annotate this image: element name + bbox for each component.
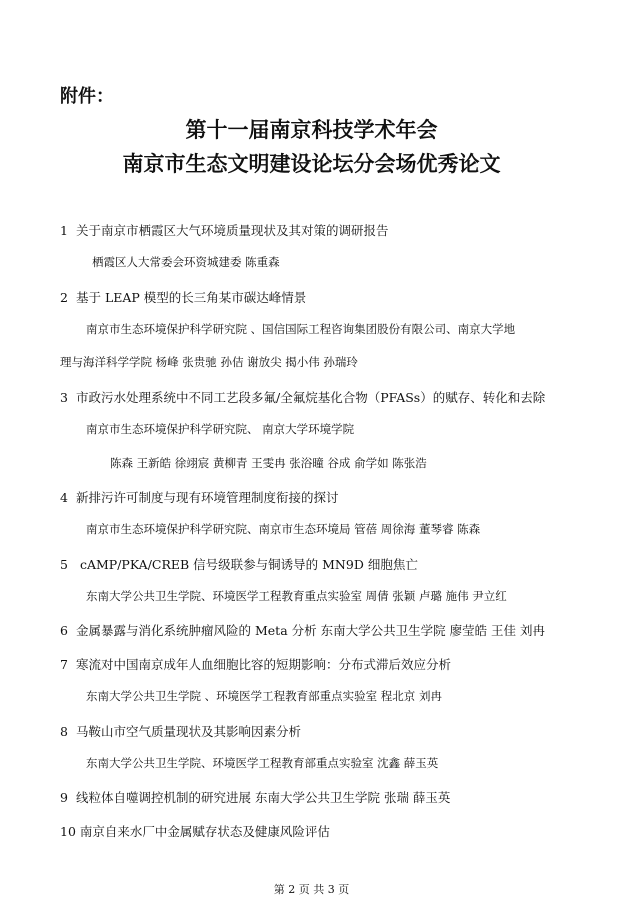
paper-title: 线粒体自噬调控机制的研究进展 东南大学公共卫生学院 张瑞 薛玉英 (76, 790, 451, 805)
attachment-label: 附件： (60, 86, 114, 107)
paper-entry-4 (60, 488, 339, 506)
paper-entry-8 (60, 722, 301, 740)
paper-entry-9 (60, 788, 450, 806)
paper-title: 南京自来水厂中金属赋存状态及健康风险评估 (79, 824, 330, 839)
paper-entry-2 (60, 288, 306, 306)
page-title: 第十一届南京科技学术年会 (185, 118, 438, 142)
paper-number: 1 (60, 223, 68, 238)
paper-authors: 理与海洋科学学院 杨峰 张贵驰 孙佶 谢放尖 揭小伟 孙瑞玲 (60, 355, 358, 369)
paper-number: 6 (60, 623, 68, 638)
paper-number: 3 (60, 390, 68, 405)
paper-entry-10 (60, 822, 330, 840)
paper-number: 8 (60, 724, 68, 739)
paper-title: cAMP/PKA/CREB 信号级联参与铜诱导的 MN9D 细胞焦亡 (76, 557, 418, 572)
paper-authors: 东南大学公共卫生学院、环境医学工程教育部重点实验室 沈鑫 薛玉英 (86, 756, 439, 770)
paper-entry-7 (60, 655, 451, 673)
paper-authors: 南京市生态环境保护科学研究院、 南京大学环境学院 (86, 422, 355, 436)
paper-title: 市政污水处理系统中不同工艺段多氟/全氟烷基化合物（PFASs）的赋存、转化和去除 (76, 390, 546, 405)
paper-title: 寒流对中国南京成年人血细胞比容的短期影响：分布式滞后效应分析 (76, 657, 452, 672)
paper-authors: 陈森 王新皓 徐翊宸 黄柳青 王雯冉 张浴曈 谷成 俞学如 陈张浩 (110, 456, 427, 470)
page-footer: 第 2 页 共 3 页 (273, 883, 350, 896)
paper-title: 金属暴露与消化系统肿瘤风险的 Meta 分析 东南大学公共卫生学院 廖莹皓 王佳 刘冉 (76, 623, 546, 638)
paper-authors: 东南大学公共卫生学院 、环境医学工程教育部重点实验室 程北京 刘冉 (86, 689, 442, 703)
paper-title: 关于南京市栖霞区大气环境质量现状及其对策的调研报告 (76, 223, 389, 238)
paper-authors: 南京市生态环境保护科学研究院 、国信国际工程咨询集团股份有限公司、南京大学地 (86, 322, 516, 336)
paper-entry-1 (60, 221, 389, 239)
paper-title: 新排污许可制度与现有环境管理制度衔接的探讨 (76, 490, 339, 505)
paper-entry-6 (60, 621, 545, 639)
paper-title: 马鞍山市空气质量现状及其影响因素分析 (76, 724, 302, 739)
paper-number: 9 (60, 790, 68, 805)
paper-title: 基于 LEAP 模型的长三角某市碳达峰情景 (76, 290, 307, 305)
page-subtitle: 南京市生态文明建设论坛分会场优秀论文 (122, 152, 501, 176)
paper-number: 4 (60, 490, 68, 505)
paper-authors: 南京市生态环境保护科学研究院、南京市生态环境局 管蓓 周徐海 董琴睿 陈森 (86, 522, 481, 536)
paper-authors: 栖霞区人大常委会环资城建委 陈重森 (92, 255, 280, 269)
paper-entry-5 (60, 555, 418, 573)
paper-entry-3 (60, 388, 545, 406)
paper-number: 7 (60, 657, 68, 672)
paper-number: 5 (60, 557, 68, 572)
paper-number: 10 (60, 824, 76, 839)
paper-number: 2 (60, 290, 68, 305)
paper-authors: 东南大学公共卫生学院、环境医学工程教育重点实验室 周倩 张颖 卢璐 施伟 尹立红 (86, 589, 507, 603)
